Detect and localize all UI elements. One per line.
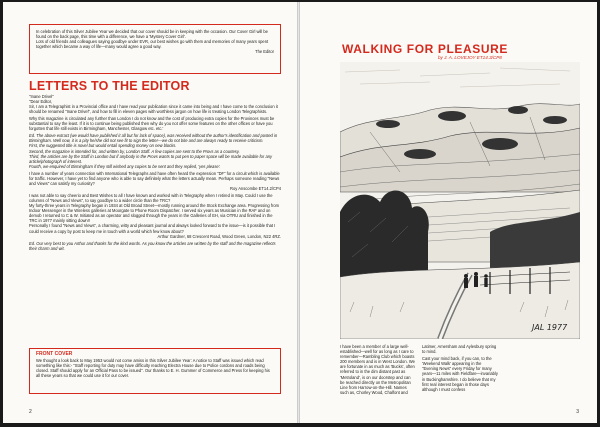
article-byline: by J. A. LOVEJOY ET14.3/CP8 xyxy=(438,55,502,60)
intro-paragraph: Lots of old friends and colleagues saying goodbye under EVR, our best wishes go with them and memories of many years spent together which became a way of life—many would agree a good way. xyxy=(36,39,269,50)
letters-heading: LETTERS TO THE EDITOR xyxy=(29,79,190,93)
letter-title: "Inane Drivel" xyxy=(29,94,54,99)
page-number: 3 xyxy=(576,409,579,415)
reply-paragraph: Ed. The above extract (we would have published it all but for lack of space), was received without the author's identification and posted in Birmingham. Well now, it is a pity he/she did not see fit to sign the letter—we do not bite and are always ready to receive criticism. xyxy=(29,133,278,144)
reply-paragraph: First, the suggested title is novel but would entail spending money on new blocks. xyxy=(29,143,177,149)
article-title: WALKING FOR PLEASURE xyxy=(342,42,509,56)
left-page xyxy=(3,2,297,423)
front-cover-text: We thought a look back to May 1953 would not come amiss in this Silver Jubilee Year: A notice to Staff was issued which read something like this:- "Staff reporting for duty may have difficulty reaching Electra House due to Police cordons and roads being closed. Staff should apply for an Official Pass to be issued". Our thanks to E. H. Gummer of Commerce and Press for keeping his all these years so that we could use it for our cover. xyxy=(36,358,270,379)
article-column-1: I have been a member of a large well-established—well for as long as I care to remember—Rambling Club which boasts 200 members and is in West London. We are fortunate in as much as 'Bucks', often referred to in the dim distant past as 'Metroland', is on our doorstep and can be reached directly on the Metropolitan Line from Harrow-on-the-Hill. Names such as, Chorley Wood, Chalfont and xyxy=(340,344,415,395)
letter-paragraph: Sir, I am a Telegraphist in a Provincial office and I have read your publication since it came into being and I have come to the conclusion it should be renamed "Inane Drivel", and how to fill in eleven pages with worthless jargon on how life is treating London Telegraphists. xyxy=(29,104,278,115)
article-column-2 xyxy=(422,344,498,392)
letter-paragraph: I have a number of years connection with International Telegraphs and have often heard the expression "DF" for a circuit which is available for traffic. However, I have yet to find anyone who is able to say definitely what the letters actually mean. Perhaps someone reading "News and Views" can satisfy my curiosity? xyxy=(29,170,280,186)
editor-reply: Ed. Our very best to you Arthur and thanks for the kind words. As you know the articles are written by the staff and the magazine reflects their charm and wit. xyxy=(29,240,276,251)
intro-signature: The Editor xyxy=(255,49,274,55)
letter-signature: Roy Anscombe ET14.2/CP4 xyxy=(230,185,281,191)
letter-paragraph: Personally I found "News and Views", a charming, witty and pleasant journal and always looked forward to the issue—is it possible that I could receive a copy by post to keep me in touch with a world which few know about? xyxy=(29,223,276,234)
letter-paragraph: I was not able to say cheerio and Best Wishes to all I have known and worked with in Telegraphy when I retired in May. Could I use the columns of "News and Views", to say goodbye to a wider circle than the TRC? xyxy=(29,192,273,203)
editor-reply xyxy=(29,133,281,169)
letter-paragraph: My forty-three years in Telegraphy began in 1934 at Old Broad Street—mostly running around the Stock Exchange area. Progressing from Indoor Messenger in the Wireless galleries at Moorgate to Phone Room Dispatcher. I served six years as Musician in the RAF and on demob I returned to C & W. Initiated as an operator and slogged through the years in the Galleries of EH, via OTRU and finished in the TRC in 1977 mainly sitting down!! xyxy=(29,203,280,224)
letter-signature: Arthur Gardner, 68 Crescent Road, Wood Green, London, N22 4RZ. xyxy=(157,233,281,239)
article-paragraph: Latimer, Amersham and Aylesbury spring to mind. xyxy=(422,344,497,355)
reply-paragraph: Third, the articles are by the Staff in London but if anybody in the Provs wants to put pen to paper space will be made available for any article/photograph of interest. xyxy=(29,153,273,164)
right-page xyxy=(300,2,597,423)
page-number: 2 xyxy=(29,409,32,415)
front-cover-box xyxy=(29,348,281,394)
sketch-signature: JAL 1977 xyxy=(532,323,568,332)
reply-paragraph: Second, the magazine is intended for, and written by, London Staff. A few copies are sent to the Provs as a courtesy. xyxy=(29,148,240,154)
editor-intro-box xyxy=(29,24,281,74)
reply-paragraph: Fourth, we enquired of Birmingham if they still wished any copies to be sent and they replied, 'yes please'. xyxy=(29,163,221,169)
article-paragraph: Cast your mind back, if you can, to the 'Weekend Walk' appearing in the "Evening News" every Friday for many years—11 miles with Fieldfare—invariably in Buckinghamshire. I do believe that my first real interest began in those days although I must confess xyxy=(422,356,498,392)
letters-body xyxy=(29,94,281,253)
countryside-sketch xyxy=(340,62,580,339)
letter-paragraph: Why this magazine is circulated any further than London I do not know and the cost of producing extra copies for the Provinces must be substantial to say the least. If it is to continue being published then why do you not offer some features on the other offices or have you forgotten that life still exists in Birmingham, Manchester, Glasgow etc. etc.' xyxy=(29,116,275,132)
intro-paragraph: In celebration of this Silver Jubilee Year we decided that our cover should be in keeping with the occasion. Our Cover Girl will be found on the back page, this time with a difference, we have a 'Mystery Cover Girl'. xyxy=(36,29,268,40)
front-cover-heading: FRONT COVER xyxy=(36,351,73,357)
letter-salutation: "Dear Editor, xyxy=(29,99,53,105)
